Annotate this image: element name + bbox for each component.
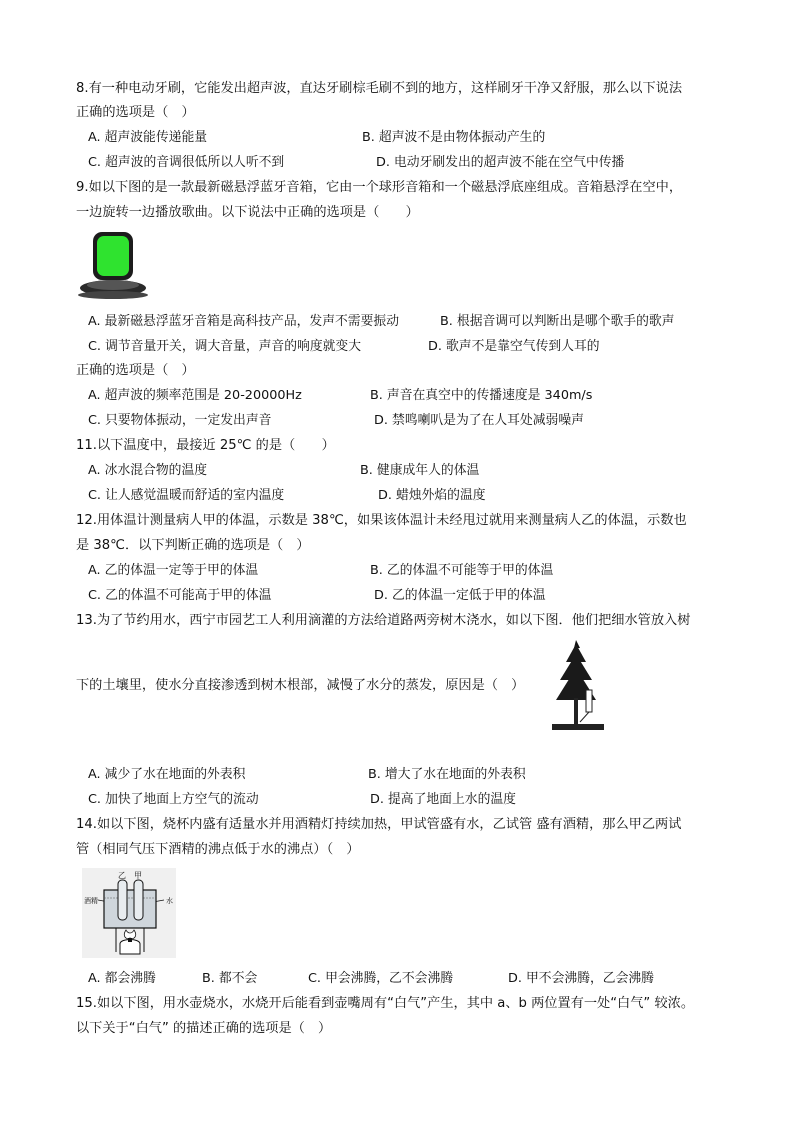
- q12-option-c: C. 乙的体温不可能高于甲的体温: [88, 588, 272, 603]
- drip-irrigation-tree-figure: [550, 638, 606, 732]
- q8-stem-line1: 8.有一种电动牙刷，它能发出超声波，直达牙刷棕毛刷不到的地方，这样刷牙干净又舒服，那么以下说法: [76, 81, 683, 96]
- boiling-tubes-figure: [82, 868, 176, 958]
- q13-option-a: A. 减少了水在地面的外表积: [88, 767, 246, 782]
- q15-stem-line1: 15.如以下图，用水壶烧水，水烧开后能看到壶嘴周有“白气”产生，其中 a、b 两位置有一处“白气” 较浓。: [76, 996, 695, 1011]
- beaker: [104, 890, 156, 928]
- q9-stem-line1: 9.如以下图的是一款最新磁悬浮蓝牙音箱，它由一个球形音箱和一个磁悬浮底座组成。音箱悬浮在空中，: [76, 180, 683, 195]
- q14-option-c: C. 甲会沸腾，乙不会沸腾: [308, 971, 454, 986]
- q10-option-c: C. 只要物体振动，一定发出声音: [88, 413, 272, 428]
- q13-stem-line1: 13.为了节约用水，西宁市园艺工人利用滴灌的方法给道路两旁树木浇水，如以下图．他们把细水管放入树: [76, 613, 691, 628]
- tube-jia: [134, 880, 143, 920]
- q13-option-b: B. 增大了水在地面的外表积: [368, 767, 526, 782]
- q13-option-c: C. 加快了地面上方空气的流动: [88, 792, 259, 807]
- q8-stem-line2: 正确的选项是（ ）: [76, 105, 195, 120]
- q10-stem-line1: 正确的选项是（ ）: [76, 363, 195, 378]
- q8-option-b: B. 超声波不是由物体振动产生的: [362, 130, 546, 145]
- q11-option-b: B. 健康成年人的体温: [360, 463, 480, 478]
- water-bag: [586, 690, 592, 712]
- q10-option-a: A. 超声波的频率范围是 20-20000Hz: [88, 388, 302, 403]
- q8-option-d: D. 电动牙刷发出的超声波不能在空气中传播: [376, 155, 625, 170]
- q9-option-a: A. 最新磁悬浮蓝牙音箱是高科技产品，发声不需要振动: [88, 314, 399, 329]
- q12-option-d: D. 乙的体温一定低于甲的体温: [374, 588, 546, 603]
- speaker-face: [97, 236, 129, 276]
- q12-option-a: A. 乙的体温一定等于甲的体温: [88, 563, 259, 578]
- q14-stem-line1: 14.如以下图，烧杯内盛有适量水并用酒精灯持续加热，甲试管盛有水，乙试管 盛有酒精，那么甲乙两试: [76, 817, 682, 832]
- maglev-speaker-figure: [76, 228, 152, 304]
- q15-stem-line2: 以下关于“白气” 的描述正确的选项是（ ）: [76, 1021, 332, 1036]
- q11-option-a: A. 冰水混合物的温度: [88, 463, 208, 478]
- q12-option-b: B. 乙的体温不可能等于甲的体温: [370, 563, 554, 578]
- maglev-base-top: [87, 280, 139, 290]
- q11-option-d: D. 蜡烛外焰的温度: [378, 488, 486, 503]
- q9-option-c: C. 调节音量开关，调大音量，声音的响度就变大: [88, 339, 362, 354]
- q8-option-c: C. 超声波的音调很低所以人听不到: [88, 155, 285, 170]
- q9-option-d: D. 歌声不是靠空气传到人耳的: [428, 339, 600, 354]
- q12-stem-line2: 是 38℃．以下判断正确的选项是（ ）: [76, 538, 310, 553]
- soil: [552, 724, 604, 730]
- tube-yi: [118, 880, 127, 920]
- q9-stem-line2: 一边旋转一边播放歌曲。以下说法中正确的选项是（ ）: [76, 205, 419, 220]
- q11-stem-line1: 11.以下温度中，最接近 25℃ 的是（ ）: [76, 438, 335, 453]
- q12-stem-line1: 12.用体温计测量病人甲的体温，示数是 38℃，如果该体温计未经甩过就用来测量病人乙的体温，示数也: [76, 513, 687, 528]
- q13-option-d: D. 提高了地面上水的温度: [370, 792, 516, 807]
- q11-option-c: C. 让人感觉温暖而舒适的室内温度: [88, 488, 285, 503]
- tube-jia-label: 甲: [134, 871, 142, 880]
- q13-stem-line2: 下的土壤里，使水分直接渗透到树木根部，减慢了水分的蒸发，原因是（ ）: [76, 678, 525, 693]
- tree-trunk: [574, 698, 578, 724]
- q14-option-d: D. 甲不会沸腾，乙会沸腾: [508, 971, 654, 986]
- q14-option-a: A. 都会沸腾: [88, 971, 156, 986]
- q10-option-b: B. 声音在真空中的传播速度是 340m/s: [370, 388, 593, 403]
- water-label: 水: [166, 897, 173, 905]
- q14-stem-line2: 管（相同气压下酒精的沸点低于水的沸点）（ ）: [76, 842, 360, 857]
- q8-option-a: A. 超声波能传递能量: [88, 130, 208, 145]
- q9-option-b: B. 根据音调可以判断出是哪个歌手的歌声: [440, 314, 675, 329]
- q10-option-d: D. 禁鸣喇叭是为了在人耳处减弱噪声: [374, 413, 584, 428]
- tube-yi-label: 乙: [118, 871, 126, 880]
- alcohol-label: 酒精: [84, 897, 98, 905]
- q14-option-b: B. 都不会: [202, 971, 258, 986]
